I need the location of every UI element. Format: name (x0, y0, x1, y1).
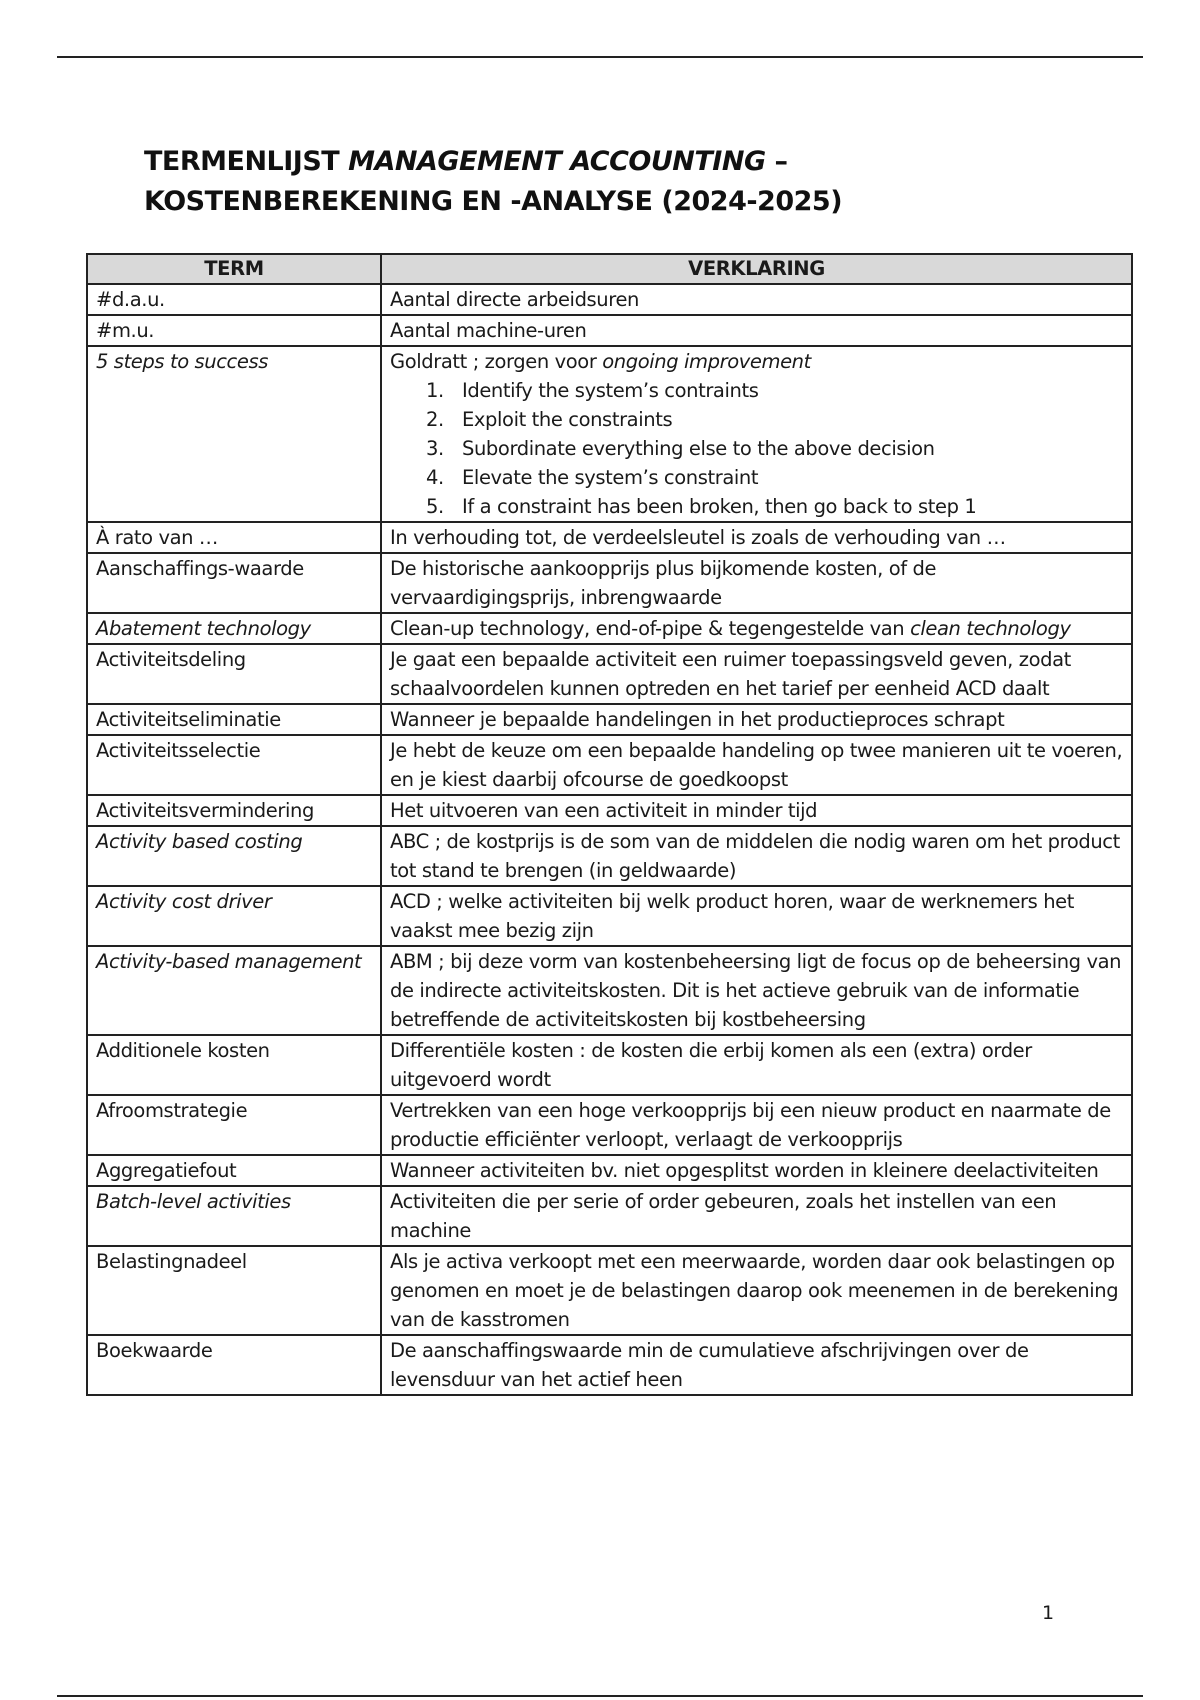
list-item (426, 492, 1123, 521)
step-text: Subordinate everything else to the above decision (462, 437, 935, 460)
explanation-cell (381, 613, 1132, 644)
step-number: 2. (426, 408, 444, 431)
table-row (87, 1095, 1132, 1155)
step-number: 5. (426, 495, 444, 518)
explanation-cell: Activiteiten die per serie of order gebeuren, zoals het instellen van een machine (381, 1186, 1132, 1246)
table-row (87, 284, 1132, 315)
term-cell: 5 steps to success (87, 346, 381, 522)
explanation-cell: Wanneer activiteiten bv. niet opgesplitst worden in kleinere deelactiviteiten (381, 1155, 1132, 1186)
table-row (87, 522, 1132, 553)
term-cell: Batch-level activities (87, 1186, 381, 1246)
step-number: 4. (426, 466, 444, 489)
term-cell: Boekwaarde (87, 1335, 381, 1395)
glossary-table (86, 253, 1133, 1396)
explanation-cell: ABC ; de kostprijs is de som van de middelen die nodig waren om het product tot stand te brengen (in geldwaarde) (381, 826, 1132, 886)
page-number: 1 (1042, 1602, 1055, 1624)
term-cell: Activiteitseliminatie (87, 704, 381, 735)
table-row (87, 553, 1132, 613)
step-text: Exploit the constraints (462, 408, 673, 431)
table-row (87, 1186, 1132, 1246)
table-row (87, 886, 1132, 946)
explanation-cell: ABM ; bij deze vorm van kostenbeheersing ligt de focus op de beheersing van de indirecte activiteitskosten. Dit is het actieve gebruik van de informatie betreffende de activiteitskosten bij kostbeheersing (381, 946, 1132, 1035)
explanation-text: Clean-up technology, end-of-pipe & tegengestelde van (390, 617, 911, 640)
list-item (426, 405, 1123, 434)
explanation-cell: Vertrekken van een hoge verkoopprijs bij een nieuw product en naarmate de productie efficiënter verloopt, verlaagt de verkoopprijs (381, 1095, 1132, 1155)
explanation-cell: Als je activa verkoopt met een meerwaarde, worden daar ook belastingen op genomen en moet je de belastingen daarop ook meenemen in de berekening van de kasstromen (381, 1246, 1132, 1335)
title-line1-prefix: TERMENLIJST (144, 146, 349, 177)
table-row (87, 826, 1132, 886)
steps-list (390, 376, 1123, 521)
table-row (87, 644, 1132, 704)
explanation-emphasis: ongoing improvement (602, 350, 811, 373)
term-cell: Activity based costing (87, 826, 381, 886)
explanation-cell: Aantal machine-uren (381, 315, 1132, 346)
table-row (87, 613, 1132, 644)
explanation-cell: Aantal directe arbeidsuren (381, 284, 1132, 315)
list-item (426, 434, 1123, 463)
term-cell: Activity cost driver (87, 886, 381, 946)
bottom-rule (57, 1695, 1143, 1697)
term-cell: Afroomstrategie (87, 1095, 381, 1155)
explanation-column-header: VERKLARING (381, 254, 1132, 284)
explanation-cell: Je gaat een bepaalde activiteit een ruimer toepassingsveld geven, zodat schaalvoordelen kunnen optreden en het tarief per eenheid ACD daalt (381, 644, 1132, 704)
explanation-cell: Differentiële kosten : de kosten die erbij komen als een (extra) order uitgevoerd wordt (381, 1035, 1132, 1095)
step-text: Elevate the system’s constraint (462, 466, 759, 489)
explanation-cell (381, 346, 1132, 522)
term-cell: Activiteitsvermindering (87, 795, 381, 826)
title-line2: KOSTENBEREKENING EN -ANALYSE (2024-2025) (144, 186, 843, 217)
explanation-cell: In verhouding tot, de verdeelsleutel is zoals de verhouding van … (381, 522, 1132, 553)
term-cell: Abatement technology (87, 613, 381, 644)
term-cell: Activity-based management (87, 946, 381, 1035)
step-number: 1. (426, 379, 444, 402)
document-title (144, 142, 842, 222)
table-row (87, 946, 1132, 1035)
title-line1-italic: MANAGEMENT ACCOUNTING (348, 146, 766, 177)
explanation-cell: Wanneer je bepaalde handelingen in het productieproces schrapt (381, 704, 1132, 735)
table-row (87, 735, 1132, 795)
table-row (87, 704, 1132, 735)
table-row (87, 795, 1132, 826)
explanation-emphasis: clean technology (910, 617, 1071, 640)
term-cell: Activiteitsselectie (87, 735, 381, 795)
step-number: 3. (426, 437, 444, 460)
explanation-text: Goldratt ; zorgen voor (390, 350, 603, 373)
term-cell: Aanschaffings-waarde (87, 553, 381, 613)
top-rule (57, 56, 1143, 58)
list-item (426, 463, 1123, 492)
table-row (87, 1246, 1132, 1335)
term-cell: Additionele kosten (87, 1035, 381, 1095)
explanation-intro (390, 347, 1123, 376)
table-header-row (87, 254, 1132, 284)
table-row (87, 315, 1132, 346)
term-cell: Activiteitsdeling (87, 644, 381, 704)
term-cell: #d.a.u. (87, 284, 381, 315)
table-row (87, 1035, 1132, 1095)
explanation-cell: De aanschaffingswaarde min de cumulatieve afschrijvingen over de levensduur van het actief heen (381, 1335, 1132, 1395)
title-line1-suffix: – (765, 146, 788, 177)
table-row (87, 1335, 1132, 1395)
term-cell: Belastingnadeel (87, 1246, 381, 1335)
step-text: Identify the system’s contraints (462, 379, 759, 402)
explanation-cell: ACD ; welke activiteiten bij welk product horen, waar de werknemers het vaakst mee bezig zijn (381, 886, 1132, 946)
explanation-cell: Het uitvoeren van een activiteit in minder tijd (381, 795, 1132, 826)
term-column-header: TERM (87, 254, 381, 284)
list-item (426, 376, 1123, 405)
explanation-cell: Je hebt de keuze om een bepaalde handeling op twee manieren uit te voeren, en je kiest daarbij ofcourse de goedkoopst (381, 735, 1132, 795)
term-cell: #m.u. (87, 315, 381, 346)
table-row (87, 1155, 1132, 1186)
step-text: If a constraint has been broken, then go back to step 1 (462, 495, 977, 518)
table-row (87, 346, 1132, 522)
term-cell: Aggregatiefout (87, 1155, 381, 1186)
term-cell: À rato van … (87, 522, 381, 553)
explanation-cell: De historische aankoopprijs plus bijkomende kosten, of de vervaardigingsprijs, inbrengwaarde (381, 553, 1132, 613)
